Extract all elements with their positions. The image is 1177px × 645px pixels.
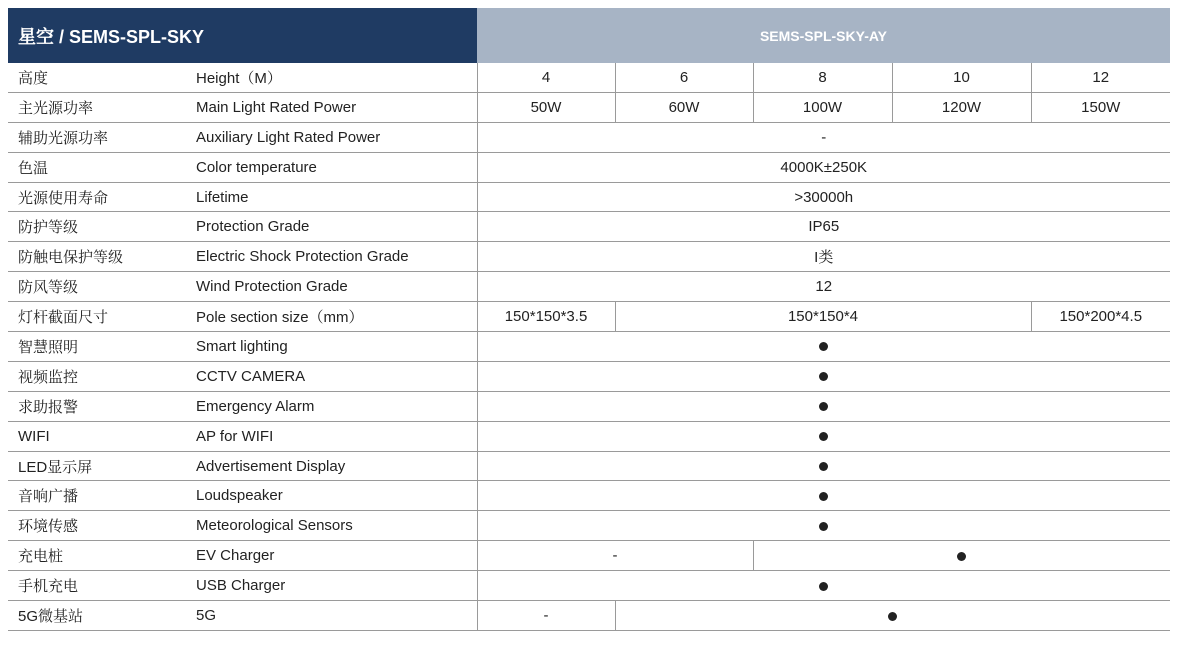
aux-value: - <box>477 122 1170 152</box>
bullet-icon <box>957 552 966 561</box>
row-label-cn: 充电桩 <box>8 541 196 571</box>
g5-value: - <box>477 601 615 631</box>
row-label-en: Loudspeaker <box>196 481 477 511</box>
table-row <box>8 421 1170 451</box>
row-label-en: Color temperature <box>196 152 477 182</box>
row-label-en: Main Light Rated Power <box>196 92 477 122</box>
row-label-cn: 求助报警 <box>8 391 196 421</box>
row-label-en: Protection Grade <box>196 212 477 242</box>
ev-value: - <box>477 541 753 571</box>
table-row <box>8 481 1170 511</box>
row-label-en: USB Charger <box>196 571 477 601</box>
table-row <box>8 242 1170 272</box>
row-label-en: Emergency Alarm <box>196 391 477 421</box>
table-row <box>8 391 1170 421</box>
table-row <box>8 601 1170 631</box>
feature-cell <box>477 421 1170 451</box>
bullet-icon <box>819 462 828 471</box>
row-label-cn: LED显示屏 <box>8 451 196 481</box>
row-label-cn: 视频监控 <box>8 361 196 391</box>
table-row <box>8 571 1170 601</box>
feature-cell <box>753 541 1170 571</box>
table-row <box>8 361 1170 391</box>
row-label-cn: 辅助光源功率 <box>8 122 196 152</box>
table-row <box>8 212 1170 242</box>
height-value: 12 <box>1031 63 1170 92</box>
row-label-cn: 音响广播 <box>8 481 196 511</box>
pole-value: 150*200*4.5 <box>1031 302 1170 332</box>
bullet-icon <box>819 582 828 591</box>
table-row <box>8 541 1170 571</box>
bullet-icon <box>819 402 828 411</box>
power-value: 100W <box>753 92 892 122</box>
table-row <box>8 152 1170 182</box>
table-row <box>8 511 1170 541</box>
row-label-cn: 5G微基站 <box>8 601 196 631</box>
shock-value: I类 <box>477 242 1170 272</box>
row-label-en: Electric Shock Protection Grade <box>196 242 477 272</box>
row-label-en: Lifetime <box>196 182 477 212</box>
bullet-icon <box>819 492 828 501</box>
table-row <box>8 92 1170 122</box>
row-label-cn: 环境传感 <box>8 511 196 541</box>
feature-cell <box>477 481 1170 511</box>
bullet-icon <box>819 372 828 381</box>
row-label-cn: 色温 <box>8 152 196 182</box>
row-label-en: EV Charger <box>196 541 477 571</box>
row-label-en: Wind Protection Grade <box>196 272 477 302</box>
row-label-cn: 灯杆截面尺寸 <box>8 302 196 332</box>
spec-table <box>8 63 1170 631</box>
feature-cell <box>477 511 1170 541</box>
row-label-cn: 高度 <box>8 63 196 92</box>
table-row <box>8 63 1170 92</box>
height-value: 4 <box>477 63 615 92</box>
header-bar <box>8 8 1170 63</box>
feature-cell <box>477 571 1170 601</box>
wind-value: 12 <box>477 272 1170 302</box>
row-label-en: 5G <box>196 601 477 631</box>
power-value: 150W <box>1031 92 1170 122</box>
row-label-en: Meteorological Sensors <box>196 511 477 541</box>
feature-cell <box>477 451 1170 481</box>
row-label-cn: 防风等级 <box>8 272 196 302</box>
color-value: 4000K±250K <box>477 152 1170 182</box>
feature-cell <box>477 361 1170 391</box>
row-label-en: Auxiliary Light Rated Power <box>196 122 477 152</box>
table-row <box>8 332 1170 362</box>
row-label-cn: 智慧照明 <box>8 332 196 362</box>
row-label-en: CCTV CAMERA <box>196 361 477 391</box>
table-row <box>8 182 1170 212</box>
bullet-icon <box>819 432 828 441</box>
feature-cell <box>477 391 1170 421</box>
table-row <box>8 302 1170 332</box>
feature-cell <box>477 332 1170 362</box>
row-label-en: AP for WIFI <box>196 421 477 451</box>
row-label-cn: 光源使用寿命 <box>8 182 196 212</box>
spec-sheet <box>8 8 1170 631</box>
pole-value: 150*150*3.5 <box>477 302 615 332</box>
row-label-cn: 防触电保护等级 <box>8 242 196 272</box>
row-label-en: Pole section size（mm） <box>196 302 477 332</box>
row-label-cn: WIFI <box>8 421 196 451</box>
row-label-cn: 主光源功率 <box>8 92 196 122</box>
feature-cell <box>615 601 1170 631</box>
bullet-icon <box>888 612 897 621</box>
row-label-cn: 防护等级 <box>8 212 196 242</box>
protection-value: IP65 <box>477 212 1170 242</box>
power-value: 120W <box>892 92 1031 122</box>
row-label-en: Smart lighting <box>196 332 477 362</box>
pole-value: 150*150*4 <box>615 302 1031 332</box>
lifetime-value: >30000h <box>477 182 1170 212</box>
bullet-icon <box>819 342 828 351</box>
height-value: 8 <box>753 63 892 92</box>
product-title: 星空 / SEMS-SPL-SKY <box>8 8 477 63</box>
height-value: 6 <box>615 63 753 92</box>
power-value: 50W <box>477 92 615 122</box>
row-label-en: Height（M） <box>196 63 477 92</box>
bullet-icon <box>819 522 828 531</box>
table-row <box>8 122 1170 152</box>
model-name: SEMS-SPL-SKY-AY <box>477 8 1170 63</box>
row-label-en: Advertisement Display <box>196 451 477 481</box>
power-value: 60W <box>615 92 753 122</box>
row-label-cn: 手机充电 <box>8 571 196 601</box>
table-row <box>8 451 1170 481</box>
table-row <box>8 272 1170 302</box>
height-value: 10 <box>892 63 1031 92</box>
